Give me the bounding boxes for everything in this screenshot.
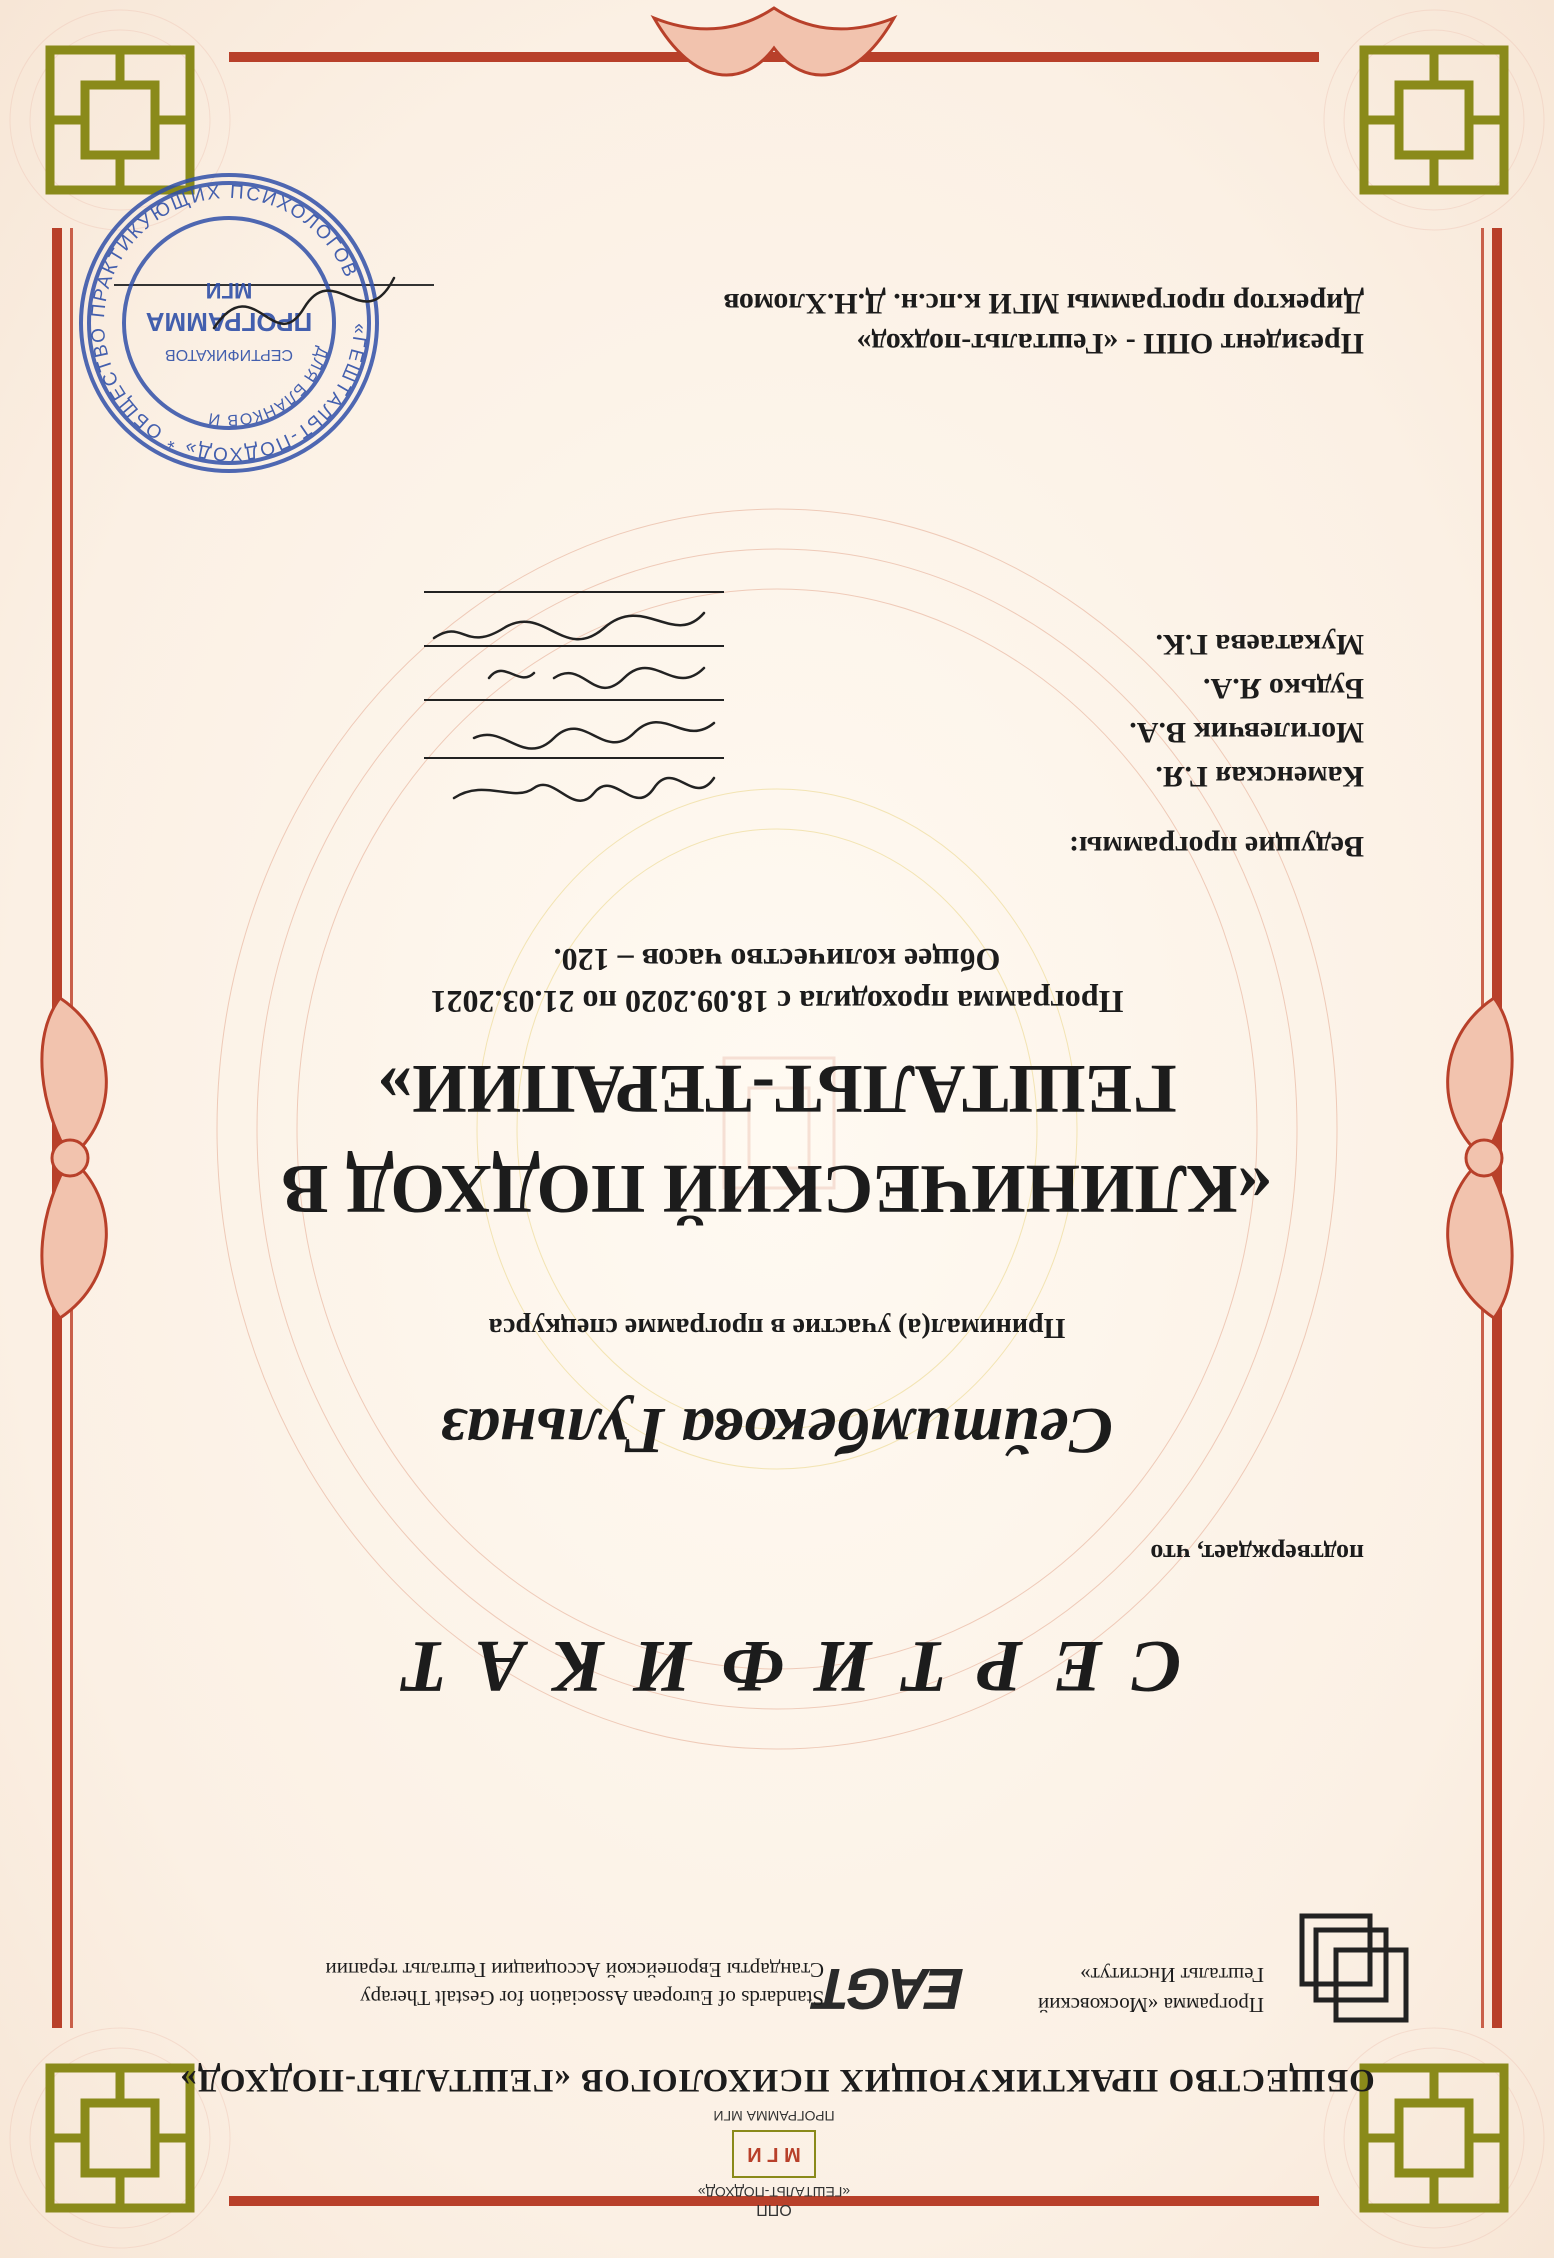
hours-text: Общее количество часов – 120. xyxy=(553,942,1001,978)
emblem-line3: ПРОГРАММА МГИ xyxy=(713,2108,835,2124)
signature-mukataeva xyxy=(434,613,704,639)
recipient-name: Сейтимбекова Гульназ xyxy=(440,1394,1114,1467)
org-name: ОБЩЕСТВО ПРАКТИКУЮЩИХ ПСИХОЛОГОВ «ГЕШТАЛЬТ-ПОДХОД» xyxy=(179,2062,1375,2098)
signature-budko xyxy=(489,668,704,688)
program-period xyxy=(0,939,1554,1023)
period-text: Программа проходила с 18.09.2020 по 21.03.2021 xyxy=(430,984,1124,1020)
program-note-line1: Программа «Московский xyxy=(1037,1993,1264,2017)
bottom-flourish-icon xyxy=(634,0,914,108)
president-line1: Президент ОПП - «Гештальт-подход» xyxy=(856,327,1364,360)
emblem-line1: ОПП xyxy=(756,2201,792,2218)
leader-name: Могилевчик В.А. xyxy=(1129,716,1364,749)
emblem-line2: «ГЕШТАЛЬТ-ПОДХОД» xyxy=(697,2184,851,2200)
eagt-logo: EAGT xyxy=(810,1956,970,2021)
stamp-center2: МГИ xyxy=(205,278,253,303)
course-title xyxy=(0,1038,1554,1238)
confirms-text: подтверждает, что xyxy=(1150,1539,1364,1568)
stamp-center1: ПРОГРАММА xyxy=(145,307,313,337)
mgi-squares-logo-icon xyxy=(1294,1908,1414,2028)
emblem-mark: М Г И xyxy=(732,2130,816,2178)
leader-name: Будько Я.А. xyxy=(1203,672,1364,705)
emblem xyxy=(674,2078,874,2218)
signature-kamenskaya xyxy=(454,778,714,801)
president-signature xyxy=(204,248,404,358)
course-title-line2: ГЕШТАЛЬТ-ТЕРАПИИ» xyxy=(377,1050,1177,1127)
stamp-inner-text: ДЛЯ БЛАНКОВ И xyxy=(206,344,331,429)
president-line2: Директор программы МГИ к.пс.н. Д.Н.Хломов xyxy=(723,287,1364,320)
signature-mogilevchik xyxy=(474,722,714,748)
president-block xyxy=(464,283,1364,363)
corner-knot-icon xyxy=(1344,30,1524,210)
leader-signatures xyxy=(414,588,734,818)
leader-name: Мукатаева Г.К. xyxy=(1155,628,1364,661)
certificate-title: СЕРТИФИКАТ xyxy=(372,1625,1182,1707)
eagt-line2: Стандарты Европейской Ассоциации Гештальт терапии xyxy=(325,1958,824,1982)
eagt-note xyxy=(184,1956,824,2012)
leaders-title: Ведущие программы: xyxy=(1068,830,1364,863)
course-title-line1: «КЛИНИЧЕСКИЙ ПОДХОД В xyxy=(281,1150,1273,1227)
leaders-list xyxy=(1129,622,1364,798)
participated-text: Принимал(а) участие в программе спецкурса xyxy=(488,1312,1066,1343)
leader-name: Каменская Г.Я. xyxy=(1155,760,1364,793)
stamp-inner-mid: СЕРТИФИКАТОВ xyxy=(164,346,294,363)
stamp-ring-text: «ГЕШТАЛЬТ-ПОДХОД» * ОБЩЕСТВО ПРАКТИКУЮЩИХ ПСИХОЛОГОВ xyxy=(87,181,371,465)
program-block xyxy=(134,1908,1414,2028)
eagt-line1: Standards of European Association for Gestalt Therapy xyxy=(360,1986,824,2010)
program-note-line2: Гештальт Институт» xyxy=(1080,1963,1264,1987)
